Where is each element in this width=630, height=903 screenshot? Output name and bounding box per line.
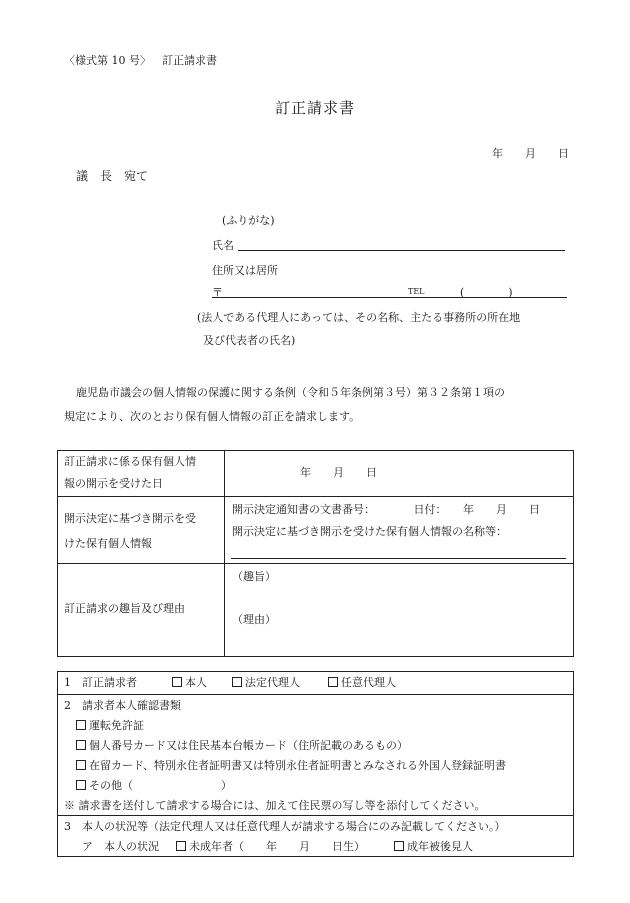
requester-type-self[interactable]: [172, 671, 207, 695]
option-label: 未成年者（ 年 月 日生）: [189, 840, 365, 853]
option-label: 個人番号カード又は住民基本台帳カード（住所記載のあるもの）: [89, 739, 408, 752]
principal-status-item: ア 本人の状況: [82, 840, 159, 853]
disclosed-info-label: 開示決定に基づき開示を受: [64, 512, 196, 525]
correction-purpose-label: 訂正請求の趣旨及び理由: [64, 602, 185, 615]
purpose-field[interactable]: （趣旨）: [232, 570, 276, 583]
option-label: 運転免許証: [89, 719, 144, 732]
checkbox-icon[interactable]: [76, 780, 86, 790]
agent-note-line1: (法人である代理人にあっては、その名称、主たる事務所の所在地: [197, 311, 521, 324]
reason-field[interactable]: （理由）: [232, 613, 276, 626]
date-day-label: 日: [558, 147, 569, 160]
disclosed-info-underline: [231, 558, 566, 559]
disclosed-info-name-field[interactable]: 開示決定に基づき開示を受けた保有個人情報の名称等：: [232, 525, 507, 538]
option-label: その他（ ）: [89, 779, 232, 792]
disclosed-info-label-cont: けた保有個人情報: [64, 537, 152, 550]
furigana-label: (ふりがな): [222, 214, 275, 227]
principal-status-label: 3 本人の状況等（法定代理人又は任意代理人が請求する場合にのみ記載してください。）: [64, 820, 506, 833]
checkbox-icon[interactable]: [76, 720, 86, 730]
checkbox-icon[interactable]: [176, 841, 186, 851]
body-text-line2: 規定により、次のとおり保有個人情報の訂正を請求します。: [64, 410, 361, 423]
agent-note-line2: 及び代表者の氏名): [203, 334, 296, 347]
id-documents-label: 2 請求者本人確認書類: [64, 699, 181, 712]
name-field[interactable]: [238, 250, 565, 251]
notice-doc-number-field[interactable]: 開示決定通知書の文書番号： 日付： 年 月 日: [232, 503, 540, 516]
body-text-line1: 鹿児島市議会の個人情報の保護に関する条例（令和５年条例第３号）第３２条第１項の: [76, 386, 505, 399]
disclosure-date-label: 訂正請求に係る保有個人情: [64, 455, 196, 468]
status-option-adult-ward[interactable]: [394, 835, 473, 859]
table1-row-divider: [57, 496, 573, 497]
tel-label: TEL: [408, 287, 425, 296]
requester-type-legal-agent[interactable]: [232, 671, 300, 695]
disclosure-date-label-cont: 報の開示を受けた日: [64, 477, 163, 490]
option-label: 在留カード、特別永住者証明書又は特別永住者証明書とみなされる外国人登録証明書: [89, 759, 507, 772]
table1-row-divider: [57, 563, 573, 564]
checkbox-icon[interactable]: [394, 841, 404, 851]
address-field[interactable]: [212, 297, 567, 298]
postal-mark: 〒: [212, 286, 223, 299]
checkbox-icon[interactable]: [232, 677, 242, 687]
requester-type-voluntary-agent[interactable]: [328, 671, 396, 695]
date-year-label: 年: [492, 147, 503, 160]
addressee: 議 長 宛て: [76, 169, 149, 183]
form-name: 訂正請求書: [162, 54, 217, 67]
checkbox-icon[interactable]: [76, 760, 86, 770]
checkbox-icon[interactable]: [172, 677, 182, 687]
option-label: 本人: [185, 676, 207, 689]
page-title: 訂正請求書: [274, 99, 355, 117]
name-label: 氏名: [212, 239, 234, 252]
date-month-label: 月: [525, 147, 536, 160]
option-label: 法定代理人: [245, 676, 300, 689]
mail-request-note: ※ 請求書を送付して請求する場合には、加えて住民票の写し等を添付してください。: [64, 799, 486, 812]
checkbox-icon[interactable]: [328, 677, 338, 687]
checkbox-icon[interactable]: [76, 740, 86, 750]
option-label: 任意代理人: [341, 676, 396, 689]
tel-parens: ( ): [460, 286, 513, 299]
address-label: 住所又は居所: [212, 264, 278, 277]
status-option-minor[interactable]: [176, 835, 365, 859]
requester-type-label: 1 訂正請求者: [64, 676, 137, 689]
form-number: 〈様式第 10 号〉: [64, 54, 151, 67]
option-label: 成年被後見人: [407, 840, 473, 853]
disclosure-date-value[interactable]: 年 月 日: [300, 466, 377, 479]
table1-column-divider: [224, 450, 225, 656]
